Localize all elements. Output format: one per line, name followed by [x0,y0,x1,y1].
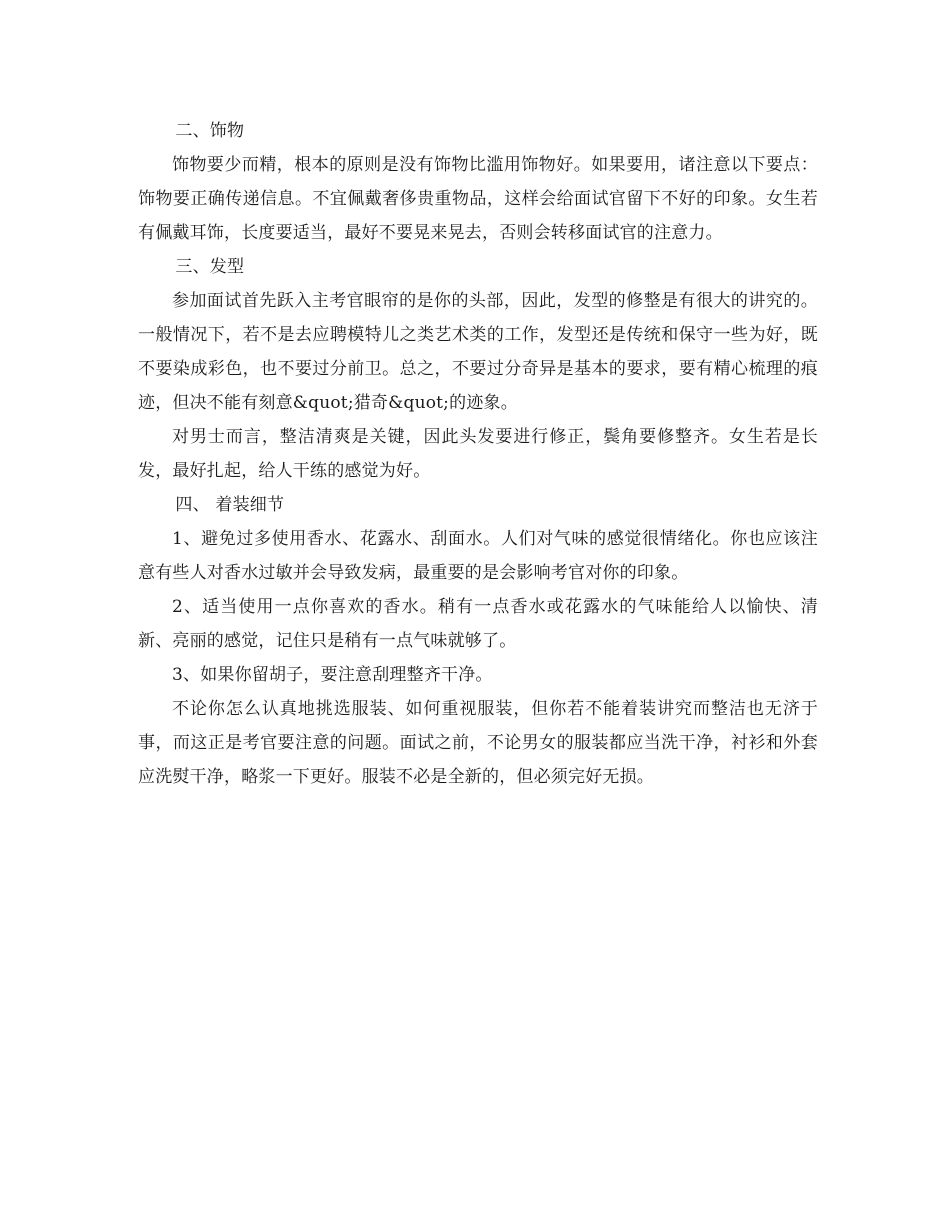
section-heading-dress-details: 四、 着装细节 [175,495,285,515]
paragraph-hairstyle: 参加面试首先跃入主考官眼帘的是你的头部，因此，发型的修整是有很大的讲究的。一般情况下，若不是去应聘模特儿之类艺术类的工作，发型还是传统和保守一些为好，既不要染成彩色，也不要过分前卫。总之，不要过分奇异是基本的要求，要有精心梳理的痕迹，但决不能有刻意&quot;猎奇&quot;的迹象。 [138,291,818,413]
paragraph-dress-item-3: 3、如果你留胡子，要注意刮理整齐干净。 [172,665,493,685]
section-heading-accessories: 二、饰物 [175,121,245,141]
paragraph-dress-summary: 不论你怎么认真地挑选服装、如何重视服装，但你若不能着装讲究而整洁也无济于事，而这正是考官要注意的问题。面试之前，不论男女的服装都应当洗干净，衬衫和外套应洗熨干净，略浆一下更好。服装不必是全新的，但必须完好无损。 [138,699,818,787]
document-body [138,114,818,794]
paragraph-accessories: 饰物要少而精，根本的原则是没有饰物比滥用饰物好。如果要用，诸注意以下要点：饰物要正确传递信息。不宜佩戴奢侈贵重物品，这样会给面试官留下不好的印象。女生若有佩戴耳饰，长度要适当，最好不要晃来晃去，否则会转移面试官的注意力。 [138,155,818,243]
paragraph-hairstyle-gender: 对男士而言，整洁清爽是关键，因此头发要进行修正，鬓角要修整齐。女生若是长发，最好扎起，给人干练的感觉为好。 [138,427,818,481]
paragraph-dress-item-1: 1、避免过多使用香水、花露水、刮面水。人们对气味的感觉很情绪化。你也应该注意有些人对香水过敏并会导致发病，最重要的是会影响考官对你的印象。 [138,529,818,583]
paragraph-dress-item-2: 2、适当使用一点你喜欢的香水。稍有一点香水或花露水的气味能给人以愉快、清新、亮丽的感觉，记住只是稍有一点气味就够了。 [138,597,818,651]
section-heading-hairstyle: 三、发型 [175,257,245,277]
